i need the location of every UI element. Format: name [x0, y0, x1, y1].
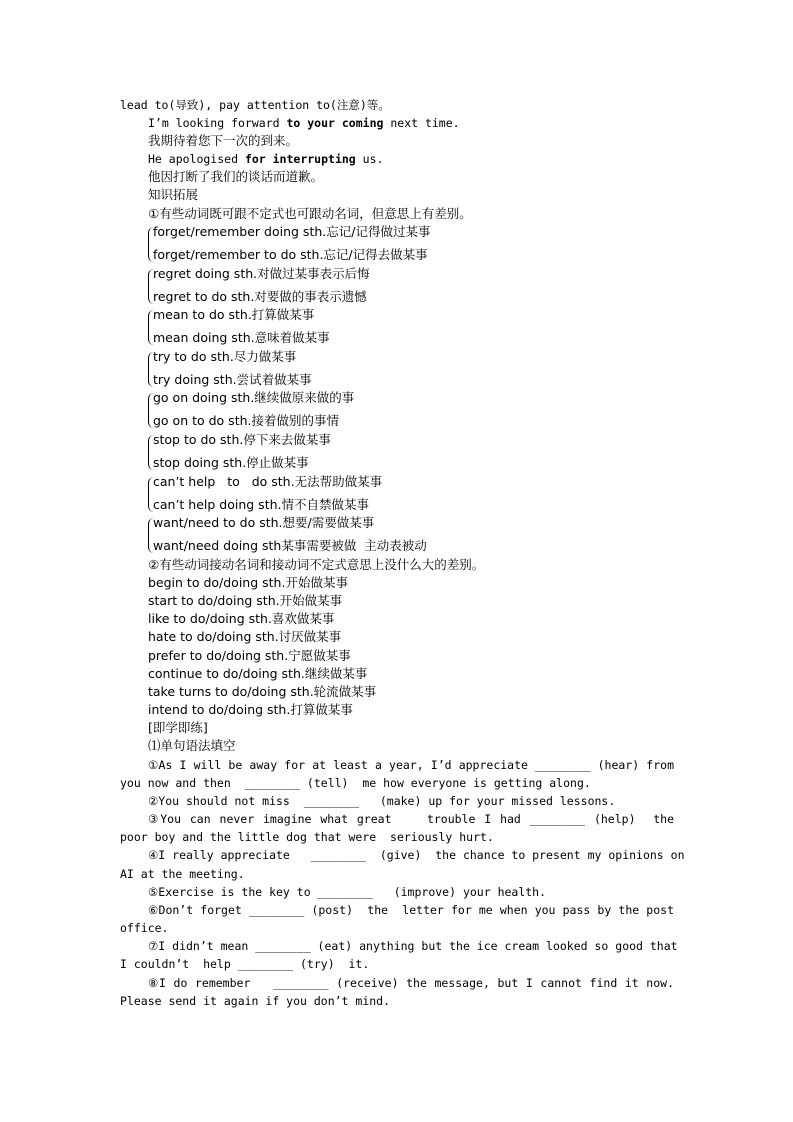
pair-item: regret to do sth.对要做的事表示遗憾: [153, 289, 367, 304]
question-3-cont: poor boy and the little dog that were seriously hurt.: [120, 830, 494, 844]
example-sentence-1: I’m looking forward to your coming next time.: [148, 116, 460, 130]
list-item: intend to do/doing sth.打算做某事: [148, 702, 353, 717]
question-7: ⑦I didn’t mean ________ (eat) anything but the ice cream looked so good that: [148, 939, 678, 953]
pair-item: try to do sth.尽力做某事: [153, 349, 297, 364]
example-sentence-2: He apologised for interrupting us.: [148, 152, 384, 166]
pair-item: want/need to do sth.想要/需要做某事: [153, 515, 375, 530]
pair-item: stop to do sth.停下来去做某事: [153, 432, 331, 447]
list-item: start to do/doing sth.开始做某事: [148, 593, 343, 608]
section-heading: 知识拓展: [148, 187, 199, 202]
question-8: ⑧I do remember ________ (receive) the message, but I cannot find it now.: [148, 976, 674, 990]
question-5: ⑤Exercise is the key to ________ (improve) your health.: [148, 885, 547, 899]
list-item: like to do/doing sth.喜欢做某事: [148, 611, 335, 626]
list-item: continue to do/doing sth.继续做某事: [148, 666, 368, 681]
question-1: ①As I will be away for at least a year, I’d appreciate ________ (hear) from: [148, 758, 674, 772]
example-translation-2: 他因打断了我们的谈话而道歉。: [148, 169, 324, 184]
practice-heading: [即学即练]: [148, 720, 208, 735]
list-item: begin to do/doing sth.开始做某事: [148, 575, 348, 590]
pair-item: mean doing sth.意味着做某事: [153, 330, 330, 345]
pair-item: can’t help doing sth.情不自禁做某事: [153, 497, 369, 512]
pair-item: go on doing sth.继续做原来做的事: [153, 390, 355, 405]
question-7-cont: I couldn’t help ________ (try) it.: [120, 957, 370, 971]
practice-subheading: ⑴单句语法填空: [148, 738, 236, 753]
question-8-cont: Please send it again if you don’t mind.: [120, 994, 391, 1008]
question-2: ②You should not miss ________ (make) up for your missed lessons.: [148, 794, 616, 808]
question-4-cont: AI at the meeting.: [120, 867, 245, 881]
pair-item: go on to do sth.接着做别的事情: [153, 413, 339, 428]
point-2: ②有些动词接动名词和接动词不定式意思上没什么大的差别。: [148, 557, 485, 572]
question-6: ⑥Don’t forget ________ (post) the letter for me when you pass by the post: [148, 903, 674, 917]
pair-item: want/need doing sth某事需要被做 主动表被动: [153, 538, 427, 553]
pair-item: try doing sth.尝试着做某事: [153, 372, 312, 387]
question-4: ④I really appreciate ________ (give) the chance to present my opinions on: [148, 848, 685, 862]
question-3: ③You can never imagine what great trouble I had ________ (help) the: [148, 812, 674, 826]
pair-item: mean to do sth.打算做某事: [153, 307, 315, 322]
example-translation-1: 我期待着您下一次的到来。: [148, 133, 299, 148]
list-item: take turns to do/doing sth.轮流做某事: [148, 684, 377, 699]
pair-item: regret doing sth.对做过某事表示后悔: [153, 266, 370, 281]
pair-item: can’t help to do sth.无法帮助做某事: [153, 474, 383, 489]
pair-item: forget/remember doing sth.忘记/记得做过某事: [153, 224, 431, 239]
question-1-cont: you now and then ________ (tell) me how everyone is getting along.: [120, 776, 591, 790]
list-item: hate to do/doing sth.讨厌做某事: [148, 629, 342, 644]
pair-item: forget/remember to do sth.忘记/记得去做某事: [153, 247, 428, 262]
question-6-cont: office.: [120, 921, 169, 935]
intro-line: lead to(导致), pay attention to(注意)等。: [120, 98, 390, 112]
pair-item: stop doing sth.停止做某事: [153, 455, 309, 470]
list-item: prefer to do/doing sth.宁愿做某事: [148, 648, 351, 663]
point-1: ①有些动词既可跟不定式也可跟动名词，但意思上有差别。: [148, 206, 472, 221]
